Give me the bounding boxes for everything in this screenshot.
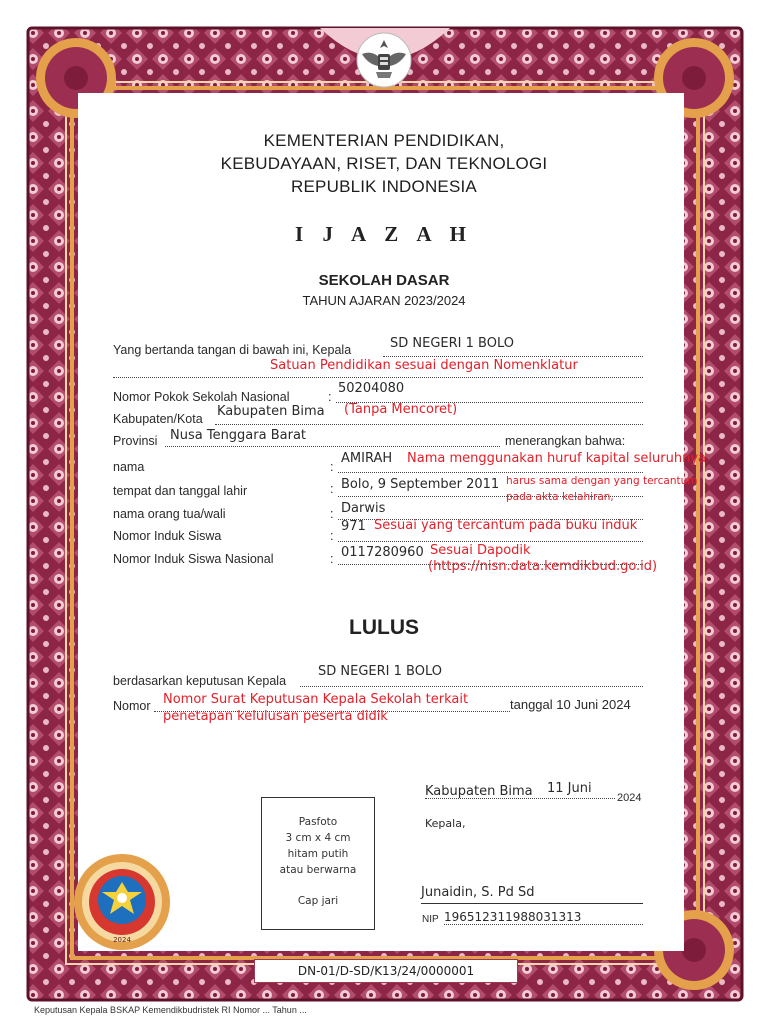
decision-date: tanggal 10 Juni 2024: [510, 697, 631, 712]
parent-colon: :: [330, 507, 334, 521]
document-title: I J A Z A H: [295, 222, 473, 246]
nisn-value: 0117280960: [341, 545, 424, 560]
decision-number-note-line-1: Nomor Surat Keputusan Kepala Sekolah terkait: [163, 692, 469, 707]
name-value: AMIRAH: [341, 451, 393, 466]
photo-box-line-4: atau berwarna: [279, 864, 357, 876]
nisn-colon: :: [330, 552, 334, 566]
nis-value: 971: [341, 519, 366, 534]
photo-box-fingerprint-label: Cap jari: [297, 895, 339, 907]
npsn-value: 50204080: [338, 381, 405, 396]
photo-box-line-3: hitam putih: [287, 848, 349, 860]
signature-year: 2024: [617, 792, 642, 804]
graduation-result: LULUS: [349, 616, 419, 639]
nisn-note-line-1: Sesuai Dapodik: [430, 543, 531, 558]
serial-number: DN-01/D-SD/K13/24/0000001: [297, 964, 475, 978]
name-label: nama: [113, 460, 145, 474]
birth-note-line-1: harus sama dengan yang tercantum: [506, 475, 698, 487]
principal-label: Yang bertanda tangan di bawah ini, Kepala: [113, 343, 352, 357]
nip-label: NIP: [422, 914, 439, 925]
birth-colon: :: [330, 482, 334, 496]
birth-value: Bolo, 9 September 2011: [341, 477, 500, 492]
ministry-line-1: KEMENTERIAN PENDIDIKAN,: [263, 131, 505, 150]
npsn-colon: :: [328, 390, 332, 404]
name-note: Nama menggunakan huruf kapital seluruhnya: [407, 451, 706, 466]
regency-label: Kabupaten/Kota: [113, 412, 203, 426]
garuda-emblem-icon: [354, 32, 414, 88]
nip-value: 196512311988031313: [444, 910, 582, 924]
footer-note: Keputusan Kepala BSKAP Kemendikbudristek RI Nomor ... Tahun ...: [34, 1005, 307, 1015]
tut-wuri-handayani-logo: [72, 852, 172, 952]
signature-role: Kepala,: [425, 817, 466, 830]
birth-label: tempat dan tanggal lahir: [113, 484, 248, 498]
declares-text: menerangkan bahwa:: [505, 434, 626, 448]
nis-colon: :: [330, 529, 334, 543]
nis-label: Nomor Induk Siswa: [113, 529, 222, 543]
decision-number-label: Nomor: [113, 699, 151, 713]
nisn-label: Nomor Induk Siswa Nasional: [113, 552, 274, 566]
academic-year: TAHUN AJARAN 2023/2024: [302, 293, 466, 308]
ministry-line-2: KEBUDAYAAN, RISET, DAN TEKNOLOGI: [220, 154, 548, 173]
regency-value: Kabupaten Bima: [217, 404, 325, 419]
province-value: Nusa Tenggara Barat: [170, 428, 307, 443]
signature-day-month: 11 Juni: [547, 781, 592, 796]
nis-note: Sesuai yang tercantum pada buku induk: [374, 518, 638, 533]
signatory-name: Junaidin, S. Pd Sd: [421, 885, 535, 900]
principal-note: Satuan Pendidikan sesuai dengan Nomenklatur: [270, 358, 578, 373]
birth-note-line-2: pada akta kelahiran,: [506, 491, 614, 503]
serial-number-box: [254, 959, 518, 983]
province-label: Provinsi: [113, 434, 158, 448]
npsn-label: Nomor Pokok Sekolah Nasional: [113, 390, 290, 404]
photo-box-line-1: Pasfoto: [298, 816, 338, 828]
decision-basis-label: berdasarkan keputusan Kepala: [113, 674, 287, 688]
parent-value: Darwis: [341, 501, 386, 516]
parent-label: nama orang tua/wali: [113, 507, 226, 521]
ministry-line-3: REPUBLIK INDONESIA: [291, 177, 477, 196]
nisn-note-line-2: (https://nisn.data.kemdikbud.go.id): [428, 559, 658, 574]
photo-box-line-2: 3 cm x 4 cm: [285, 832, 351, 844]
name-colon: :: [330, 460, 334, 474]
decision-basis-value: SD NEGERI 1 BOLO: [318, 664, 442, 679]
signature-place: Kabupaten Bima: [425, 784, 533, 799]
photo-placeholder-box: [261, 797, 375, 930]
decision-number-note-line-2: penetapan kelulusan peserta didik: [163, 709, 388, 724]
principal-value: SD NEGERI 1 BOLO: [390, 336, 514, 351]
regency-note: (Tanpa Mencoret): [344, 402, 458, 417]
logo-year-text: 2024: [113, 936, 131, 944]
school-level: SEKOLAH DASAR: [318, 272, 450, 289]
